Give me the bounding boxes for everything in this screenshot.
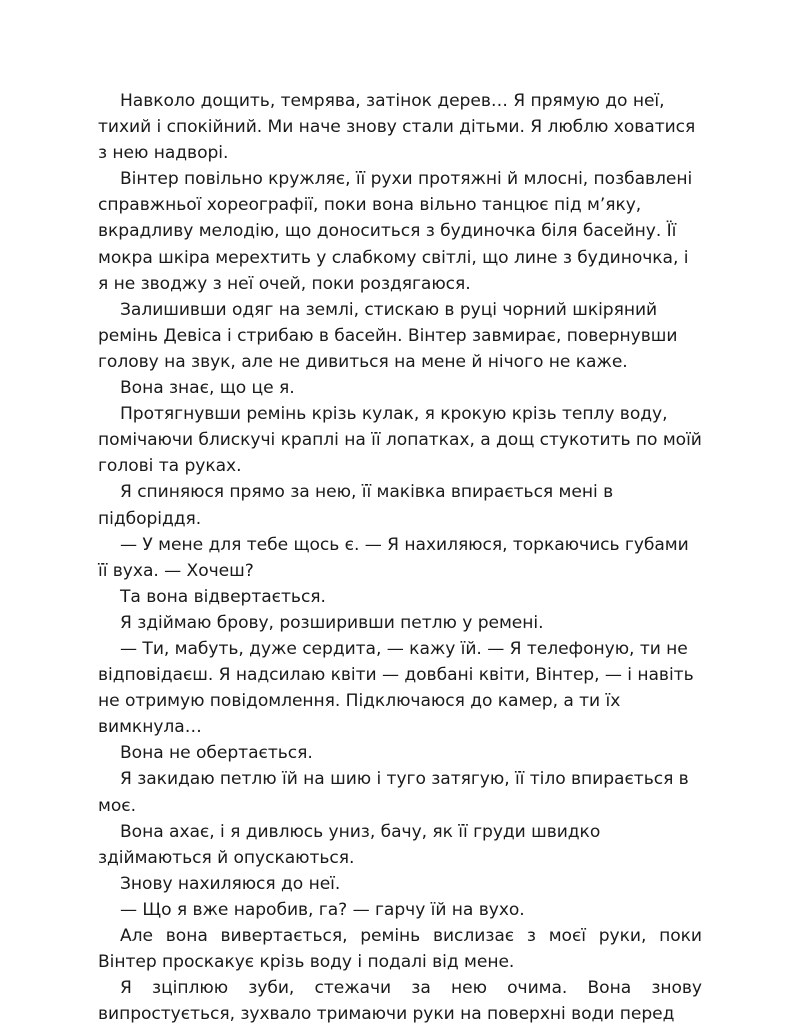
paragraph: Навколо дощить, темрява, затінок дерев… Я прямую до неї, тихий і спокійний. Ми наче знову стали дітьми. Я люблю ховатися з нею надворі. [98, 91, 696, 164]
paragraph: Вона ахає, і я дивлюсь униз, бачу, як її груди швидко здіймаються й опускаються. [98, 821, 601, 868]
paragraph: Я спиняюся прямо за нею, її маківка впирається мені в підборіддя. [98, 482, 614, 529]
paragraph-dialogue: — Що я вже наробив, га? — гарчу їй на вухо. [120, 899, 525, 920]
paragraph: Я закидаю петлю їй на шию і туго затягую, її тіло впирається в моє. [98, 769, 689, 816]
paragraph-dialogue: — У мене для тебе щось є. — Я нахиляюся, торкаючись губами її вуха. — Хочеш? [98, 534, 689, 581]
paragraph-dialogue: — Ти, мабуть, дуже сердита, — кажу їй. — Я телефоную, ти не відповідаєш. Я надсилаю квіти — довбані квіти, Вінтер, — і навіть не отримую повідомлення. Підключаюся до камер, а ти їх вимкнула… [98, 638, 694, 738]
paragraph: Вінтер повільно кружляє, її рухи протяжні й млосні, позбавлені справжньої хореографії, поки вона вільно танцює під м’яку, вкрадливу мелодію, що доноситься з будиночка біля басейну. Її мокра шкіра мерехтить у слабкому світлі, що лине з будиночка, і я не зводжу з неї очей, поки роздягаюся. [98, 169, 693, 294]
paragraph: Вона не обертається. [120, 743, 313, 764]
paragraph: Я здіймаю брову, розширивши петлю у ремені. [120, 612, 544, 633]
paragraph: Я зціплюю зуби, стежачи за нею очима. Вона знову випростується, зухвало тримаючи руки на поверхні води перед [98, 978, 702, 1025]
paragraph: Знову нахиляюся до неї. [120, 873, 341, 894]
paragraph: Залишивши одяг на землі, стискаю в руці чорний шкіряний ремінь Девіса і стрибаю в басейн. Вінтер завмирає, повернувши голову на звук, але не дивиться на мене й нічого не каже. [98, 299, 678, 372]
page-text-block [98, 88, 702, 1027]
paragraph: Та вона відвертається. [120, 586, 326, 607]
paragraph: Але вона вивертається, ремінь вислизає з моєї руки, поки Вінтер проскакує крізь воду і подалі від мене. [98, 926, 702, 973]
paragraph: Вона знає, що це я. [120, 378, 295, 399]
paragraph: Протягнувши ремінь крізь кулак, я крокую крізь теплу воду, помічаючи блискучі краплі на її лопатках, а дощ стукотить по моїй голові та руках. [98, 404, 702, 477]
